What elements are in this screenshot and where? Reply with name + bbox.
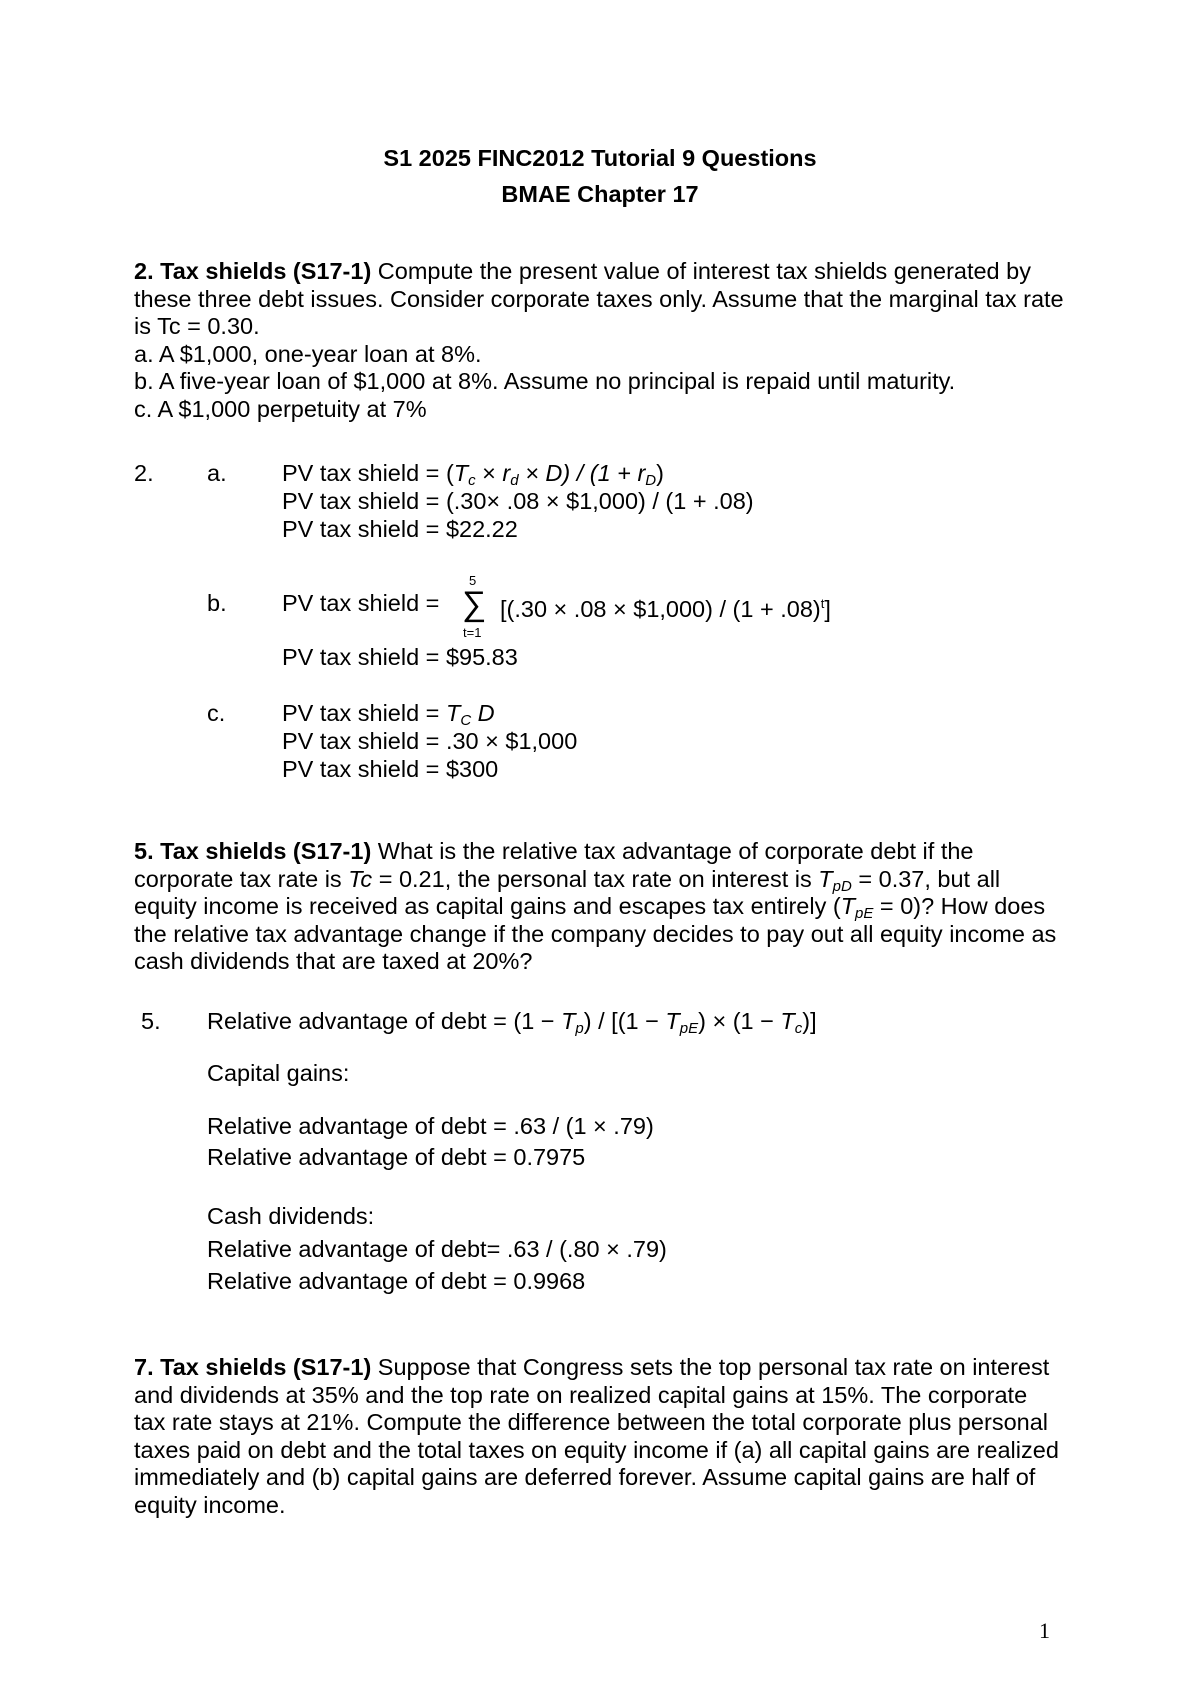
answer-2a-line3: PV tax shield = $22.22 bbox=[282, 516, 518, 542]
summation-upper-limit: 5 bbox=[469, 573, 477, 588]
answer-5-number: 5. bbox=[141, 1008, 161, 1034]
question-2-label: 2. Tax shields (S17-1) bbox=[134, 258, 372, 284]
capital-gains-heading: Capital gains: bbox=[207, 1060, 350, 1086]
answer-2b-line2: PV tax shield = $95.83 bbox=[282, 644, 518, 670]
summation-lower-limit: t=1 bbox=[463, 625, 482, 640]
question-2-item-a: a. A $1,000, one-year loan at 8%. bbox=[134, 340, 482, 367]
page-number: 1 bbox=[1039, 1618, 1050, 1643]
answer-5-formula: Relative advantage of debt = $(1 - T_p) / [(1 - T_{pE}) \times (1 - T_c)]$ bbox=[207, 1008, 817, 1037]
cash-dividends-heading: Cash dividends: bbox=[207, 1203, 375, 1229]
question-2-text: Compute the present value of interest tax shields generated by these three debt issues. Consider corporate taxes only. Assume that the marginal tax rate is Tc = 0.30. bbox=[134, 258, 1064, 339]
question-5: 5. Tax shields (S17-1) What is the relative tax advantage of corporate debt if the corporate tax rate is Tc = 0.21, the personal tax rate on interest is $T_{pD} = 0.37$, but all equity income is received as capital gains and escapes tax entirely $(T_{pE} = 0)$? How does the relative tax advantage change if the company decides to pay out all equity income as cash dividends that are taxed at 20%? bbox=[134, 838, 1057, 974]
answer-2b-expression: [(.30 × .08 × $1,000) / $(1 + .08)^t$] bbox=[500, 595, 831, 622]
summation-sigma: ∑ bbox=[462, 585, 487, 623]
answer-2a-formula: PV tax shield = $(T_c \times r_d \times D) / (1 + r_D)$ bbox=[282, 460, 664, 489]
question-7-text: Suppose that Congress sets the top personal tax rate on interest and dividends at 35% and the top rate on realized capital gains at 15%. The corporate tax rate stays at 21%. Compute the difference between the total corporate plus personal taxes paid on debt and the total taxes on equity income if (a) all capital gains are realized immediately and (b) capital gains are deferred forever. Assume capital gains are half of equity income. bbox=[134, 1354, 1059, 1518]
question-2 bbox=[134, 258, 1064, 423]
question-7 bbox=[134, 1354, 1064, 1519]
answer-2c-letter: c. bbox=[207, 700, 226, 726]
cash-dividends-line2: Relative advantage of debt = 0.9968 bbox=[207, 1268, 586, 1294]
capital-gains-line2: Relative advantage of debt = 0.7975 bbox=[207, 1144, 586, 1170]
question-2-item-b: b. A five-year loan of $1,000 at 8%. Assume no principal is repaid until maturity. bbox=[134, 368, 956, 394]
document-title: S1 2025 FINC2012 Tutorial 9 Questions bbox=[383, 145, 817, 171]
answer-2c-formula: PV tax shield = $T_C$ D bbox=[282, 700, 495, 729]
answer-2c-line3: PV tax shield = $300 bbox=[282, 756, 499, 782]
question-5-label: 5. Tax shields (S17-1) bbox=[134, 838, 372, 864]
cash-dividends-line1: Relative advantage of debt= .63 / (.80 × .79) bbox=[207, 1236, 667, 1262]
answer-2a-letter: a. bbox=[207, 460, 227, 486]
answer-2b-letter: b. bbox=[207, 590, 227, 616]
answer-2b-prefix: PV tax shield = bbox=[282, 590, 440, 616]
question-7-label: 7. Tax shields (S17-1) bbox=[134, 1354, 372, 1380]
answer-2-number: 2. bbox=[134, 460, 154, 486]
answer-2a-line2: PV tax shield = (.30× .08 × $1,000) / (1 + .08) bbox=[282, 488, 754, 514]
answer-2c-line2: PV tax shield = .30 × $1,000 bbox=[282, 728, 578, 754]
document-subtitle: BMAE Chapter 17 bbox=[501, 181, 699, 207]
question-2-item-c: c. A $1,000 perpetuity at 7% bbox=[134, 395, 427, 422]
capital-gains-line1: Relative advantage of debt = .63 / (1 × .79) bbox=[207, 1113, 654, 1139]
